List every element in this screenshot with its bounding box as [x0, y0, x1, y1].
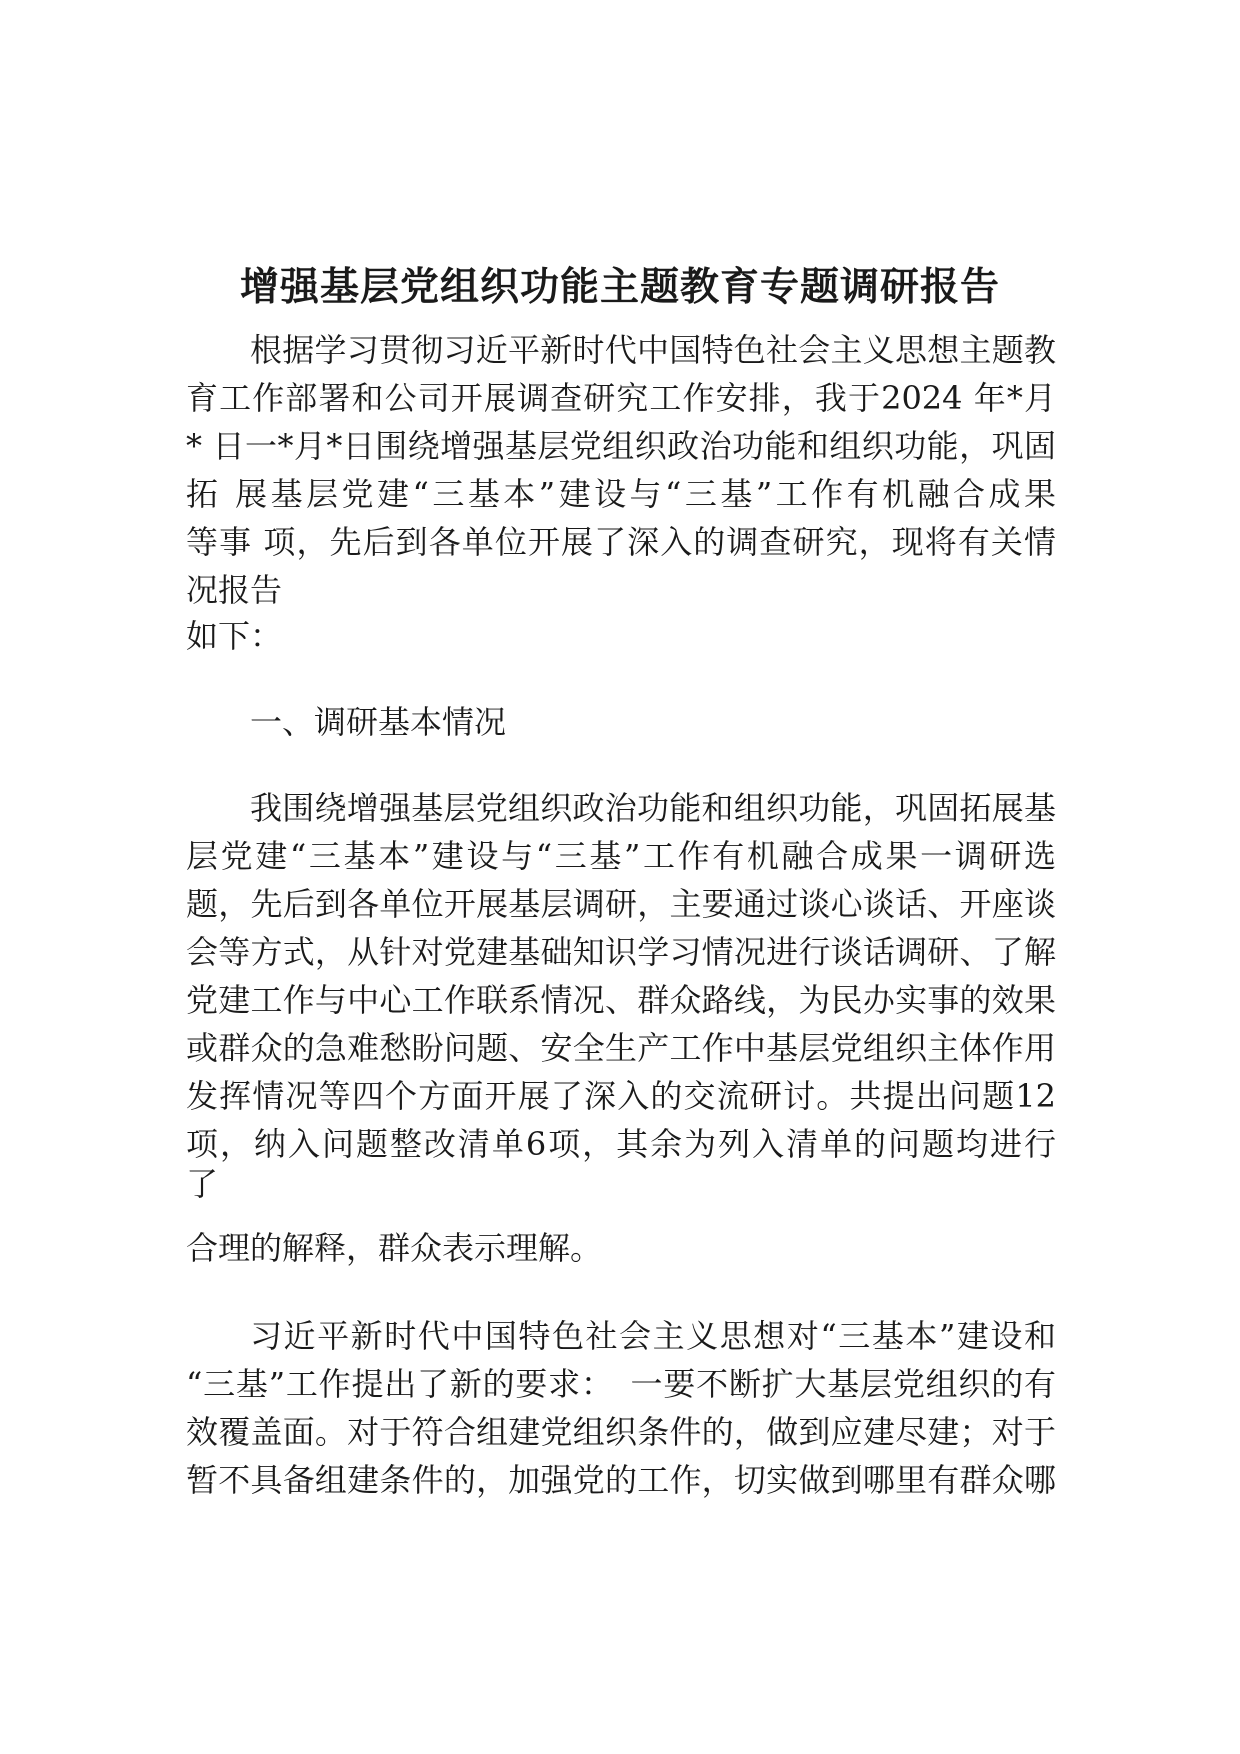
section-heading: 一、调研基本情况 [250, 703, 507, 741]
paragraph-2-line-1: 我围绕增强基层党组织政治功能和组织功能，巩固拓展基 [250, 789, 1056, 827]
paragraph-3-line-2: “三基”工作提出了新的要求： 一要不断扩大基层党组织的有 [186, 1365, 1056, 1403]
paragraph-1-line-2: 育工作部署和公司开展调查研究工作安排，我于2024 年*月 [186, 379, 1056, 417]
paragraph-2-line-6: 或群众的急难愁盼问题、安全生产工作中基层党组织主体作用 [186, 1029, 1056, 1067]
paragraph-2-line-5: 党建工作与中心工作联系情况、群众路线，为民办实事的效果 [186, 981, 1056, 1019]
paragraph-1-line-1: 根据学习贯彻习近平新时代中国特色社会主义思想主题教 [250, 331, 1056, 369]
paragraph-1-line-4: 拓 展基层党建“三基本”建设与“三基”工作有机融合成果 [186, 475, 1056, 513]
document-title: 增强基层党组织功能主题教育专题调研报告 [239, 265, 1000, 310]
paragraph-2-line-4: 会等方式，从针对党建基础知识学习情况进行谈话调研、了解 [186, 933, 1056, 971]
paragraph-2-line-7: 发挥情况等四个方面开展了深入的交流研讨。共提出问题12 [186, 1077, 1056, 1115]
paragraph-1-line-5: 等事 项，先后到各单位开展了深入的调查研究，现将有关情 [186, 523, 1056, 561]
paragraph-3-line-1: 习近平新时代中国特色社会主义思想对“三基本”建设和 [250, 1317, 1056, 1355]
paragraph-2-line-3: 题，先后到各单位开展基层调研，主要通过谈心谈话、开座谈 [186, 885, 1056, 923]
paragraph-3-line-4: 暂不具备组建条件的，加强党的工作，切实做到哪里有群众哪 [186, 1461, 1056, 1499]
paragraph-1-line-3: * 日一*月*日围绕增强基层党组织政治功能和组织功能，巩固 [186, 427, 1056, 465]
paragraph-2-line-10: 合理的解释，群众表示理解。 [186, 1229, 603, 1267]
paragraph-2-line-9: 了 [186, 1165, 219, 1203]
paragraph-2-line-8: 项，纳入问题整改清单6项，其余为列入清单的问题均进行 [186, 1125, 1056, 1163]
paragraph-1-line-7: 如下： [186, 617, 283, 655]
paragraph-2-line-2: 层党建“三基本”建设与“三基”工作有机融合成果一调研选 [186, 837, 1056, 875]
paragraph-3-line-3: 效覆盖面。对于符合组建党组织条件的，做到应建尽建；对于 [186, 1413, 1056, 1451]
paragraph-1-line-6: 况报告 [186, 571, 283, 609]
